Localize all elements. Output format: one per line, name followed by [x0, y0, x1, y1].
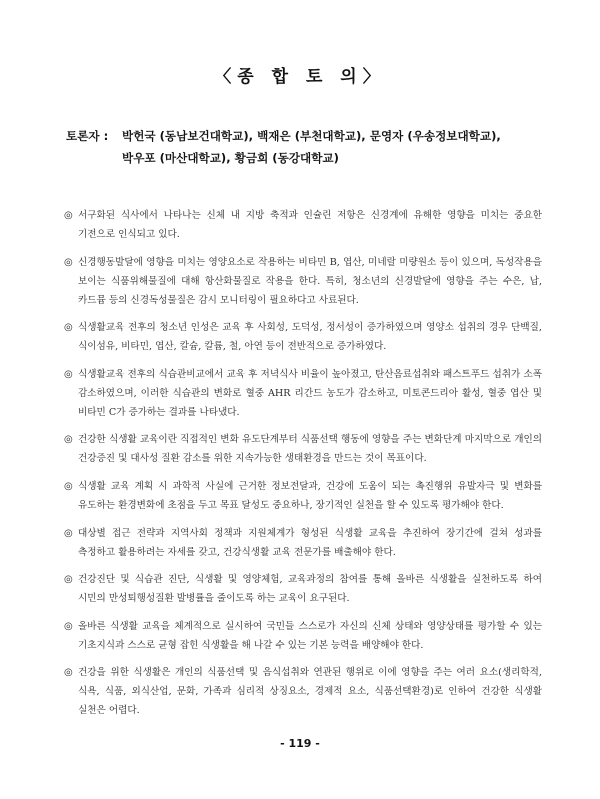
list-item — [64, 430, 542, 468]
list-item — [64, 253, 542, 310]
list-item-text: 건강을 위한 식생활은 개인의 식품선택 및 음식섭취와 연관된 행위로 이에 영향을 주는 여러 요소(생리학적, 식욕, 식품, 외식산업, 문화, 가족과 심리적 상징요소, 경제적 요소, 식품선택환경)로 인하여 건강한 식생활 실천은 어렵다. — [78, 667, 542, 717]
list-item-text: 식생활교육 전후의 식습관비교에서 교육 후 저녁식사 비율이 높아졌고, 탄산음료섭취와 패스트푸드 섭취가 소폭 감소하였으며, 이러한 식습관의 변화로 혈중 AHR 리간드 농도가 감소하고, 미토콘드리아 활성, 혈중 엽산 및 비타민 C가 증가하는 결과를 나타냈다. — [78, 368, 542, 418]
list-item — [64, 570, 542, 608]
list-item — [64, 206, 542, 244]
double-circle-bullet-icon: ◎ — [64, 322, 73, 334]
double-circle-bullet-icon: ◎ — [64, 368, 73, 380]
double-circle-bullet-icon: ◎ — [64, 527, 73, 539]
discussants-label: 토론자 : — [66, 129, 109, 143]
list-item — [64, 617, 542, 655]
list-item-text: 식생활 교육 계획 시 과학적 사실에 근거한 정보전달과, 건강에 도움이 되는 촉진행위 유발자극 및 변화를 유도하는 환경변화에 초점을 두고 목표 달성도 중요하나, 장기적인 실천을 할 수 있도록 평가해야 한다. — [78, 480, 542, 511]
list-item-text: 대상별 접근 전략과 지역사회 정책과 지원체계가 형성된 식생활 교육을 추진하여 장기간에 걸쳐 성과를 측정하고 활용하려는 자세를 갖고, 건강식생활 교육 전문가를 배출해야 한다. — [78, 527, 542, 558]
list-item — [64, 663, 542, 720]
list-item-text: 신경행동발달에 영향을 미치는 영양요소로 작용하는 비타민 B, 엽산, 미네랄 미량원소 등이 있으며, 독성작용을 보이는 식품위해물질에 대해 항산화물질로 작용을 한다. 특히, 청소년의 신경발달에 영향을 주는 수은, 납, 카드뮴 등의 신경독성물질은 감시 모니터링이 필요하다고 사료된다. — [78, 256, 542, 306]
list-item — [64, 365, 542, 422]
list-item-text: 올바른 식생활 교육을 체계적으로 실시하여 국민들 스스로가 자신의 신체 상태와 영양상태를 평가할 수 있는 기초지식과 스스로 균형 잡힌 식생활을 해 나갈 수 있는 기본 능력을 배양해야 한다. — [78, 620, 542, 651]
double-circle-bullet-icon: ◎ — [64, 667, 73, 679]
list-item-text: 건강한 식생활 교육이란 직접적인 변화 유도단계부터 식품선택 행동에 영향을 주는 변화단계 마지막으로 개인의 건강증진 및 대사성 질환 감소를 위한 지속가능한 생태환경을 만드는 것이 목표이다. — [78, 434, 542, 465]
discussants-label-spacer — [66, 147, 122, 169]
list-item-text: 건강진단 및 식습관 진단, 식생활 및 영양체험, 교육과정의 참여를 통해 올바른 식생활을 실천하도록 하여 시민의 만성퇴행성질환 발병률을 줄이도록 하는 교육이 요구된다. — [78, 574, 542, 605]
discussants-row-1 — [66, 125, 546, 147]
list-item — [64, 477, 542, 515]
double-circle-bullet-icon: ◎ — [64, 574, 73, 586]
list-item-text: 식생활교육 전후의 청소년 인성은 교육 후 사회성, 도덕성, 정서성이 증가하였으며 영양소 섭취의 경우 단백질, 식이섬유, 비타민, 엽산, 칼슘, 칼륨, 철, 아연 등이 전반적으로 증가하였다. — [78, 322, 542, 353]
discussants-block — [66, 125, 546, 169]
list-item-text: 서구화된 식사에서 나타나는 신체 내 지방 축적과 인슐린 저항은 신경계에 유해한 영향을 미치는 중요한 기전으로 인식되고 있다. — [78, 210, 542, 240]
page-title: 〈종 합 토 의〉 — [214, 67, 386, 87]
double-circle-bullet-icon: ◎ — [64, 256, 73, 268]
double-circle-bullet-icon: ◎ — [64, 480, 73, 492]
discussants-row-2 — [66, 147, 546, 169]
discussants-names-line-1: 박헌국 (동남보건대학교), 백재은 (부천대학교), 문영자 (우송정보대학교), — [122, 129, 501, 143]
discussants-names-line-2: 박우포 (마산대학교), 황금희 (동강대학교) — [122, 151, 339, 165]
list-item — [64, 318, 542, 356]
page-number: - 119 - — [280, 737, 320, 750]
discussion-points-list — [64, 206, 542, 729]
double-circle-bullet-icon: ◎ — [64, 434, 73, 446]
double-circle-bullet-icon: ◎ — [64, 620, 73, 632]
list-item — [64, 524, 542, 562]
double-circle-bullet-icon: ◎ — [64, 210, 73, 221]
